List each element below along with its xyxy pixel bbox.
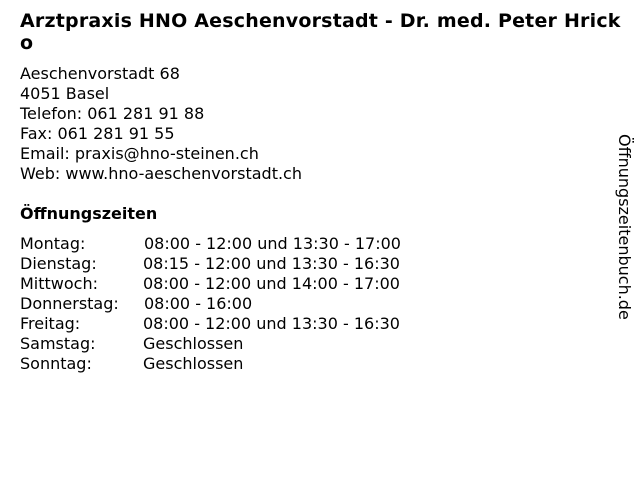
day-label: Mittwoch: (20, 274, 98, 293)
day-label: Donnerstag: (20, 294, 119, 313)
day-label: Samstag: (20, 334, 96, 353)
day-label: Freitag: (20, 314, 81, 333)
time-value: 08:00 - 12:00 und 14:00 - 17:00 (143, 274, 400, 293)
address-street: Aeschenvorstadt 68 (20, 64, 180, 83)
opening-hours-heading: Öffnungszeiten (20, 204, 158, 223)
address-block (20, 64, 302, 184)
time-value: Geschlossen (143, 354, 244, 373)
day-label: Montag: (20, 234, 86, 253)
time-value: Geschlossen (143, 334, 244, 353)
day-label: Sonntag: (20, 354, 92, 373)
phone-line: Telefon: 061 281 91 88 (20, 104, 205, 123)
practice-title: Arztpraxis HNO Aeschenvorstadt - Dr. med. Peter Hricko (20, 10, 621, 54)
time-value: 08:00 - 16:00 (144, 294, 253, 313)
time-value: 08:00 - 12:00 und 13:30 - 16:30 (143, 314, 400, 333)
site-watermark: Öffnungszeitenbuch.de (615, 134, 634, 320)
email-line: Email: praxis@hno-steinen.ch (20, 144, 259, 163)
time-value: 08:15 - 12:00 und 13:30 - 16:30 (143, 254, 400, 273)
web-line: Web: www.hno-aeschenvorstadt.ch (20, 164, 302, 183)
address-city: 4051 Basel (20, 84, 110, 103)
fax-line: Fax: 061 281 91 55 (20, 124, 175, 143)
day-label: Dienstag: (20, 254, 97, 273)
time-value: 08:00 - 12:00 und 13:30 - 17:00 (144, 234, 401, 253)
